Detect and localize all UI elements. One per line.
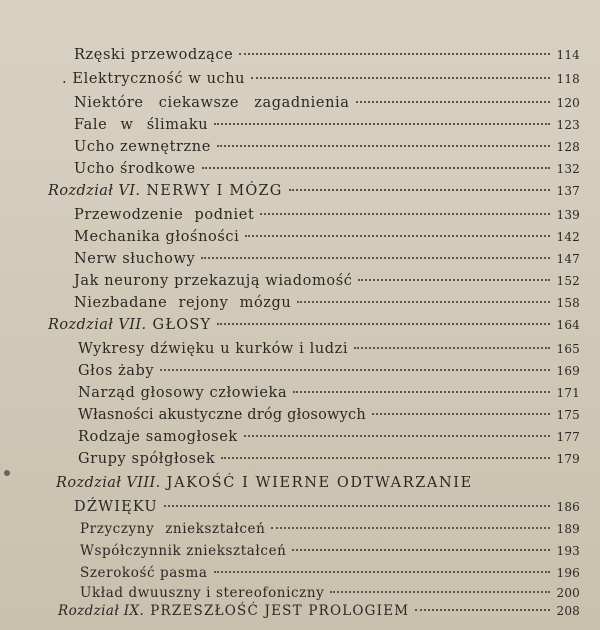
toc-entry — [74, 228, 580, 248]
page-number: 164 — [556, 318, 580, 332]
dot-leader — [356, 101, 551, 103]
chapter-heading — [48, 316, 580, 336]
page-number: 128 — [556, 140, 580, 154]
dot-leader — [160, 369, 550, 371]
page-number: 137 — [556, 184, 580, 198]
dot-leader — [372, 413, 551, 415]
entry-title: Rodzaje samogłosek — [78, 429, 238, 445]
page-number: 139 — [556, 208, 580, 222]
entry-title: Szerokość pasma — [80, 565, 208, 581]
page-number: 132 — [556, 162, 580, 176]
chapter-heading-line1 — [56, 474, 473, 492]
toc-entry — [74, 272, 580, 292]
chapter-name: PRZESZŁOŚĆ JEST PROLOGIEM — [150, 603, 410, 619]
entry-title: Fale w ślimaku — [74, 117, 209, 133]
page-number: 123 — [556, 118, 580, 132]
chapter-title — [48, 316, 211, 334]
entry-title: Współczynnik zniekształceń — [80, 543, 287, 559]
dot-leader — [260, 213, 550, 215]
dot-leader — [217, 145, 551, 147]
entry-title: Własności akustyczne dróg głosowych — [78, 407, 366, 423]
chapter-label: Rozdział VI. — [48, 183, 141, 199]
chapter-heading-line2 — [74, 498, 580, 518]
page-number: 196 — [556, 566, 580, 580]
dot-leader — [239, 53, 550, 55]
page-number: 147 — [556, 252, 580, 266]
chapter-label: Rozdział IX. — [58, 603, 145, 619]
dot-leader — [214, 571, 551, 573]
entry-title: Jak neurony przekazują wiadomość — [74, 273, 353, 289]
entry-title: Narząd głosowy człowieka — [78, 385, 288, 401]
dot-leader — [415, 609, 550, 611]
toc-entry — [78, 384, 580, 404]
toc-entry — [74, 206, 580, 226]
dot-leader — [244, 435, 551, 437]
chapter-name: JAKOŚĆ I WIERNE ODTWARZANIE — [166, 475, 473, 491]
dot-leader — [293, 391, 550, 393]
page-number: 114 — [556, 48, 580, 62]
dot-leader — [201, 257, 550, 259]
page-number: 200 — [556, 586, 580, 600]
toc-entry — [80, 564, 580, 584]
toc-entry — [74, 294, 580, 314]
entry-title: Ucho zewnętrzne — [74, 139, 211, 155]
margin-ink-dot — [4, 470, 10, 476]
entry-title: Grupy spółgłosek — [78, 451, 216, 467]
dot-leader — [214, 123, 550, 125]
dot-leader — [358, 279, 550, 281]
dot-leader — [202, 167, 551, 169]
chapter-title — [48, 182, 283, 200]
dot-leader — [297, 301, 550, 303]
entry-title: Niezbadane rejony mózgu — [74, 295, 292, 311]
page-number: 186 — [556, 500, 580, 514]
toc-entry — [62, 70, 580, 90]
toc-entry — [78, 340, 580, 360]
toc-entry — [74, 94, 580, 114]
dot-leader — [289, 189, 551, 191]
toc-entry — [80, 542, 580, 562]
chapter-name: GŁOSY — [152, 317, 212, 333]
toc-entry — [78, 362, 580, 382]
chapter-label: Rozdział VII. — [48, 317, 147, 333]
dot-leader — [330, 591, 550, 593]
page-number: 177 — [556, 430, 580, 444]
entry-title: Przewodzenie podniet — [74, 207, 255, 223]
page-number: 152 — [556, 274, 580, 288]
chapter-heading — [58, 602, 580, 622]
page-number: 189 — [556, 522, 580, 536]
toc-entry — [74, 138, 580, 158]
page-number: 208 — [556, 604, 580, 618]
page-number: 142 — [556, 230, 580, 244]
entry-title: Układ dwuuszny i stereofoniczny — [80, 585, 325, 601]
page-number: 193 — [556, 544, 580, 558]
page-number: 179 — [556, 452, 580, 466]
page-number: 158 — [556, 296, 580, 310]
toc-entry — [74, 250, 580, 270]
toc-entry — [74, 116, 580, 136]
page-number: 165 — [556, 342, 580, 356]
toc-entry — [74, 160, 580, 180]
dot-leader — [164, 505, 551, 507]
dot-leader — [245, 235, 550, 237]
toc-entry — [78, 450, 580, 470]
toc-entry — [78, 406, 580, 426]
entry-title: Wykresy dźwięku u kurków i ludzi — [78, 341, 349, 357]
dot-leader — [271, 527, 550, 529]
chapter-name: NERWY I MÓZG — [146, 183, 283, 199]
dot-leader — [292, 549, 550, 551]
page-number: 171 — [556, 386, 580, 400]
entry-title: Mechanika głośności — [74, 229, 240, 245]
toc-entry — [80, 520, 580, 540]
entry-title: Ucho środkowe — [74, 161, 196, 177]
chapter-label: Rozdział VIII. — [56, 475, 161, 491]
entry-title: Nerw słuchowy — [74, 251, 196, 267]
dot-leader — [251, 77, 550, 79]
page-number: 169 — [556, 364, 580, 378]
page-number: 118 — [556, 72, 580, 86]
page-number: 120 — [556, 96, 580, 110]
entry-title: Rzęski przewodzące — [74, 47, 234, 63]
toc-entry — [74, 46, 580, 66]
dot-leader — [221, 457, 550, 459]
dot-leader — [354, 347, 550, 349]
entry-title: Przyczyny zniekształceń — [80, 521, 266, 537]
toc-entry — [78, 428, 580, 448]
dot-leader — [217, 323, 550, 325]
chapter-name-continuation: DŹWIĘKU — [74, 499, 158, 515]
chapter-title — [58, 602, 409, 620]
toc-entry — [80, 584, 580, 604]
chapter-heading — [48, 182, 580, 202]
entry-title: . Elektryczność w uchu — [62, 71, 246, 87]
entry-title: Głos żaby — [78, 363, 155, 379]
entry-title: Niektóre ciekawsze zagadnienia — [74, 95, 350, 111]
page-number: 175 — [556, 408, 580, 422]
